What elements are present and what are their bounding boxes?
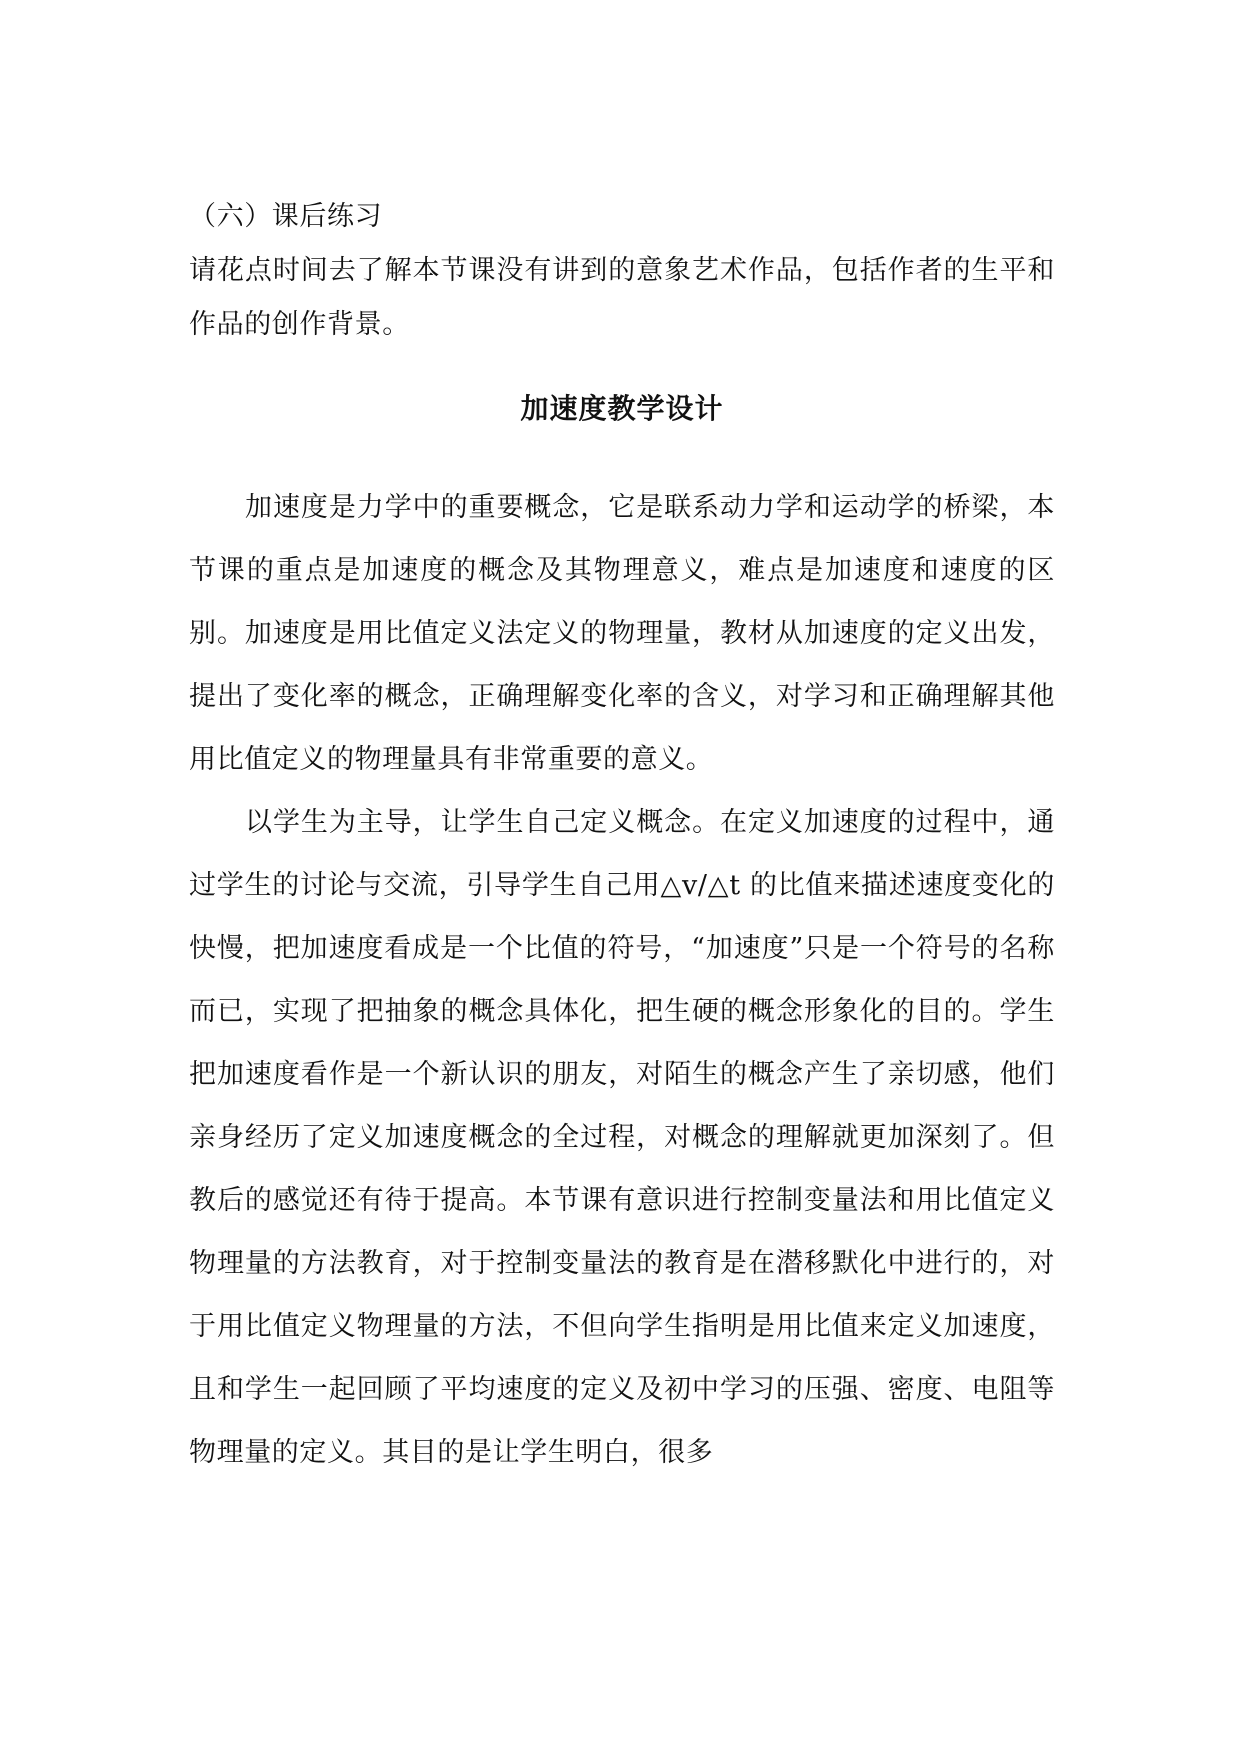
paragraph-intro: 加速度是力学中的重要概念，它是联系动力学和运动学的桥梁，本节课的重点是加速度的概念及其物理意义，难点是加速度和速度的区别。加速度是用比值定义法定义的物理量，教材从加速度的定义出发，提出了变化率的概念，正确理解变化率的含义，对学习和正确理解其他用比值定义的物理量具有非常重要的意义。 [189,492,1055,775]
document-title: 加速度教学设计 [520,392,724,425]
section-heading: （六）课后练习 [189,201,383,232]
paragraph-reflection: 以学生为主导，让学生自己定义概念。在定义加速度的过程中，通过学生的讨论与交流，引导学生自己用△v/△t 的比值来描述速度变化的快慢，把加速度看成是一个比值的符号，“加速度”只是一个符号的名称而已，实现了把抽象的概念具体化，把生硬的概念形象化的目的。学生把加速度看作是一个新认识的朋友，对陌生的概念产生了亲切感，他们亲身经历了定义加速度概念的全过程，对概念的理解就更加深刻了。但教后的感觉还有待于提高。本节课有意识进行控制变量法和用比值定义物理量的方法教育，对于控制变量法的教育是在潜移默化中进行的，对于用比值定义物理量的方法，不但向学生指明是用比值来定义加速度，且和学生一起回顾了平均速度的定义及初中学习的压强、密度、电阻等物理量的定义。其目的是让学生明白，很多 [189,807,1055,1468]
exercise-text: 请花点时间去了解本节课没有讲到的意象艺术作品，包括作者的生平和作品的创作背景。 [189,255,1055,340]
